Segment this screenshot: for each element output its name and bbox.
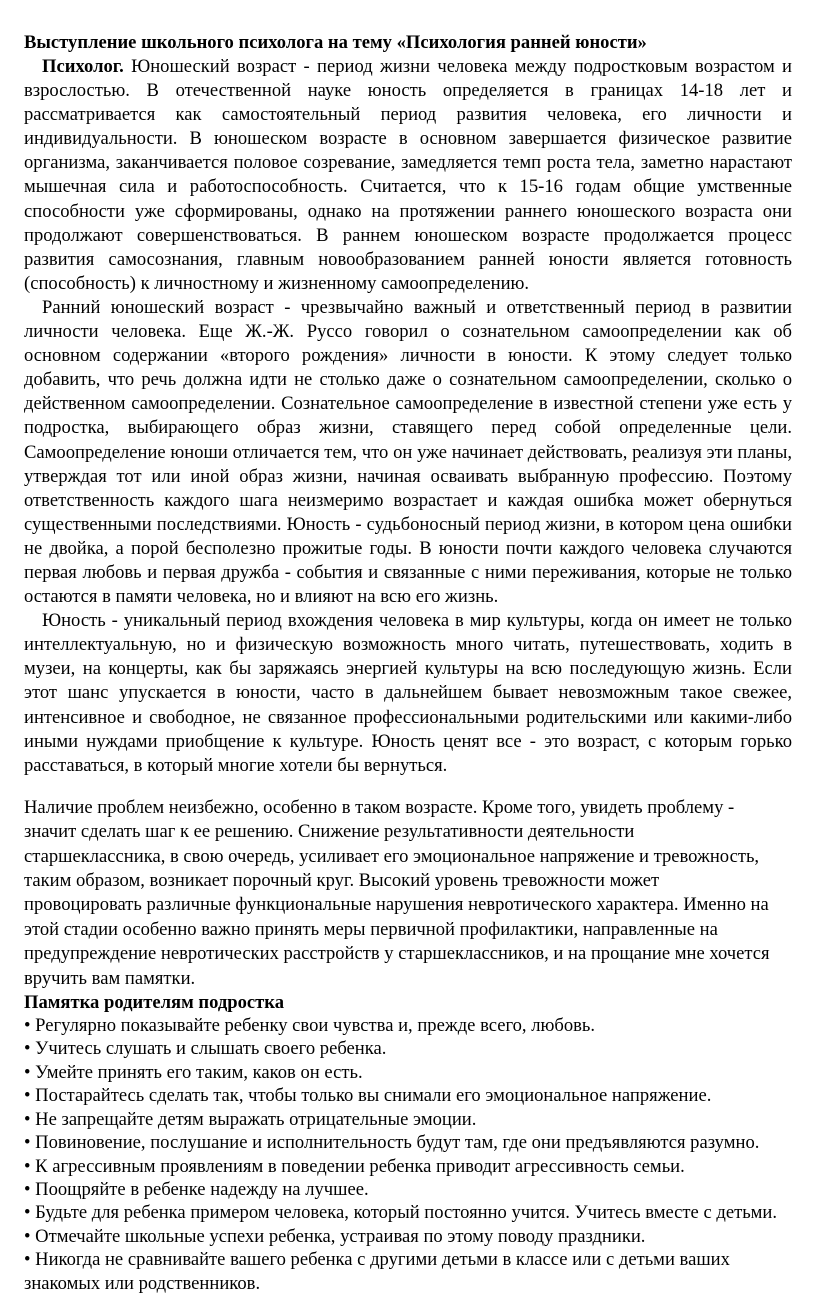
speaker-label: Психолог.: [42, 56, 124, 77]
memo-item: • Будьте для ребенка примером человека, который постоянно учится. Учитесь вместе с детьми.: [24, 1202, 778, 1224]
document-title: Выступление школьного психолога на тему «Психология ранней юности»: [24, 32, 647, 53]
memo-item: • Никогда не сравнивайте вашего ребенка с другими детьми в классе или с детьми ваших знакомых или родственников.: [24, 1249, 730, 1294]
memo-item: • Отмечайте школьные успехи ребенка, устраивая по этому поводу праздники.: [24, 1225, 646, 1247]
paragraph-early-youth: Ранний юношеский возраст - чрезвычайно важный и ответственный период в развитии личности человека. Еще Ж.-Ж. Руссо говорил о сознательном самоопределении как об основном содержании «второго рождения» личности в юности. К этому следует только добавить, что речь должна идти не столько даже о сознательном самоопределении, сколько о действенном самоопределении. Сознательное самоопределение в известной степени уже есть у подростка, выбирающего образ жизни, ставящего перед собой определенные цели. Самоопределение юноши отличается тем, что он уже начинает действовать, реализуя эти планы, утверждая тот или иной образ жизни, начиная осваивать выбранную профессию. Поэтому ответственность каждого шага неизмеримо возрастает и каждая ошибка может обернуться существенными последствиями. Юность - судьбоносный период жизни, в котором цена ошибки не двойка, а порой бесполезно прожитые годы. В юности почти каждого человека случаются первая любовь и первая дружба - события и связанные с ними переживания, которые не только остаются в памяти человека, но и влияют на всю его жизнь.: [24, 296, 792, 608]
paragraph-spacer: [24, 778, 792, 796]
paragraph-culture: Юность - уникальный период вхождения человека в мир культуры, когда он имеет не только интеллектуальную, но и физическую возможность много читать, путешествовать, ходить в музеи, на концерты, как бы заряжаясь энергией культуры на всю последующую жизнь. Если этот шанс упускается в юности, часто в дальнейшем бывает невозможным такое свежее, интенсивное и свободное, не связанное профессиональными родительскими или какими-либо иными нуждами приобщение к культуре. Юность ценят все - это возраст, с которым горько расставаться, в который многие хотели бы вернуться.: [24, 610, 792, 776]
memo-item: • Регулярно показывайте ребенку свои чувства и, прежде всего, любовь.: [24, 1015, 596, 1037]
memo-item: • Умейте принять его таким, каков он есть.: [24, 1061, 363, 1083]
memo-list: [24, 1014, 792, 1295]
memo-title: Памятка родителям подростка: [24, 992, 285, 1014]
paragraph-intro: [24, 55, 792, 296]
document-page: [24, 31, 792, 1295]
memo-item: • Учитесь слушать и слышать своего ребенка.: [24, 1038, 387, 1060]
memo-item: • Постарайтесь сделать так, чтобы только вы снимали его эмоциональное напряжение.: [24, 1085, 712, 1107]
memo-item: • Поощряйте в ребенке надежду на лучшее.: [24, 1178, 369, 1200]
memo-item: • Повиновение, послушание и исполнительность будут там, где они предъявляются разумно.: [24, 1132, 760, 1154]
memo-item: • Не запрещайте детям выражать отрицательные эмоции.: [24, 1108, 477, 1130]
paragraph-text: Юношеский возраст - период жизни человека между подростковым возрастом и взрослостью. В отечественной науке юность определяется в границах 14-18 лет и рассматривается как самостоятельный период развития человека, его личности и индивидуальности. В юношеском возрасте в основном завершается физическое развитие организма, заканчивается половое созревание, замедляется темп роста тела, заметно нарастают мышечная сила и работоспособность. Считается, что к 15-16 годам общие умственные способности уже сформированы, однако на протяжении раннего юношеского возраста они продолжают совершенствоваться. В раннем юношеском возрасте продолжается процесс развития самосознания, главным новообразованием ранней юности является готовность (способность) к личностному и жизненному самоопределению.: [24, 56, 792, 294]
paragraph-closing: Наличие проблем неизбежно, особенно в таком возрасте. Кроме того, увидеть проблему - значит сделать шаг к ее решению. Снижение результативности деятельности старшеклассника, в свою очередь, усиливает его эмоциональное напряжение и тревожность, таким образом, возникает порочный круг. Высокий уровень тревожности может провоцировать различные функциональные нарушения невротического характера. Именно на этой стадии особенно важно принять меры первичной профилактики, направленные на предупреждение невротических расстройств у старшеклассников, и на прощание мне хочется вручить вам памятки.: [24, 796, 770, 989]
memo-item: • К агрессивным проявлениям в поведении ребенка приводит агрессивность семьи.: [24, 1155, 685, 1177]
